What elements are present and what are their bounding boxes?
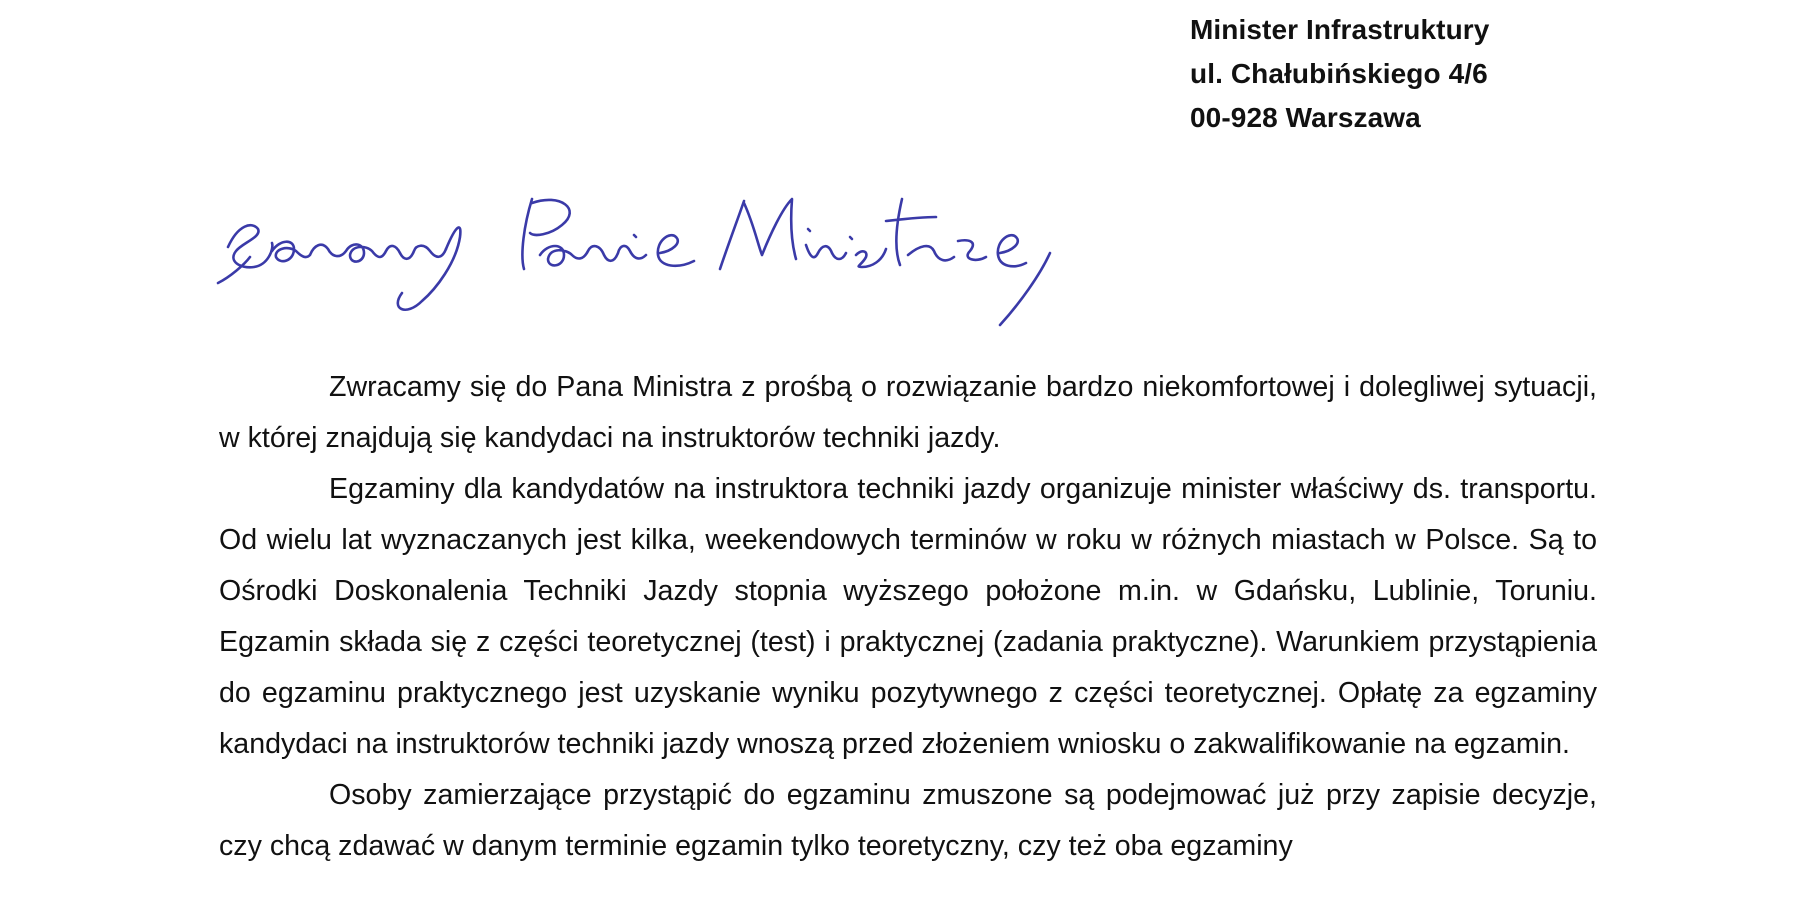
letter-body: [219, 362, 1597, 872]
recipient-street: ul. Chałubińskiego 4/6: [1190, 58, 1488, 89]
recipient-name: Minister Infrastruktury: [1190, 14, 1490, 45]
recipient-address: [1190, 8, 1489, 140]
recipient-city: 00-928 Warszawa: [1190, 102, 1421, 133]
paragraph: Zwracamy się do Pana Ministra z prośbą o rozwiązanie bardzo niekomfortowej i dolegliwej sytuacji, w której znajdują się kandydaci na instruktorów techniki jazdy.: [219, 371, 1597, 454]
paragraph: Egzaminy dla kandydatów na instruktora techniki jazdy organizuje minister właściwy ds. transportu. Od wielu lat wyznaczanych jest kilka, weekendowych terminów w roku w różnych miastach w Polsce. Są to Ośrodki Doskonalenia Techniki Jazdy stopnia wyższego położone m.in. w Gdańsku, Lublinie, Toruniu. Egzamin składa się z części teoretycznej (test) i praktycznej (zadania praktyczne). Warunkiem przystąpienia do egzaminu praktycznego jest uzyskanie wyniku pozytywnego z części teoretycznej. Opłatę za egzaminy kandydaci na instruktorów techniki jazdy wnoszą przed złożeniem wniosku o zakwalifikowanie na egzamin.: [219, 473, 1597, 760]
paragraph: Osoby zamierzające przystąpić do egzaminu zmuszone są podejmować już przy zapisie decyzje, czy chcą zdawać w danym terminie egzamin tylko teoretyczny, czy też oba egzaminy: [219, 779, 1597, 862]
handwritten-salutation: [210, 185, 1110, 355]
